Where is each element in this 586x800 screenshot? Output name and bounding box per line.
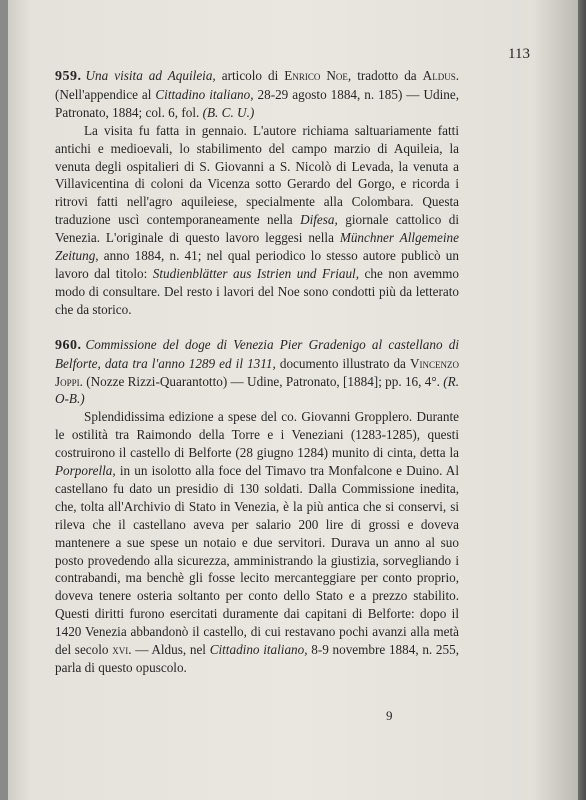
entry-number: 959. — [55, 69, 82, 84]
body-text — [55, 67, 459, 677]
entry-959-description: La visita fu fatta in gennaio. L'autore richiama saltuariamente fatti antichi e medioevali, lo stabilimento del campo marzio di Aquileia, la venuta degli ospitalieri di S. Giovanni a S. Nicolò di Levada, la venuta a Villavicentina di coloni da Vicenza sotto Gerardo del Gorgo, e ricorda i ritrovi fatti nell'agro aquileiese, specialmente alla Colombara. Questa traduzione uscì contemporaneamente nella Difesa, giornale cattolico di Venezia. L'originale di questo lavoro leggesi nella Münchner Allgemeine Zeitung, anno 1884, n. 41; nel qual periodico lo stesso autore publicò un lavoro dal titolo: Studienblätter aus Istrien und Friaul, che non avemmo modo di consultare. Del resto i lavori del Noe sono condotti più da letterato che da storico. — [55, 122, 460, 317]
translator-name: Aldus — [422, 68, 456, 83]
entry-960-description: Splendidissima edizione a spese del co. Giovanni Gropplero. Durante le ostilità tra Raimondo della Torre e i Veneziani (1283-1285), questi costruirono il castello di Belforte (28 giugno 1284) munito di cinta, detta la Porporella, in un isolotto alla foce del Timavo tra Monfalcone e Duino. Al castellano fu dato un presidio di 130 soldati. Dalla Commissione inedita, che, tolta all'Archivio di Stato in Venezia, è la più antica che si conservi, si rileva che il castellano aveva per salario 200 lire di grossi e doveva mantenere a sue spese un notaio e due servitori. Durava un anno al suo posto provedendo alla sicurezza, amministrando la giustizia, sorvegliando i contrabandi, ma benchè gli fosse lecito mercanteggiare per conto proprio, doveva tenere osteria soltanto per conto dello Stato e a prezzo stabilito. Questi diritti furono esercitati duramente dai capitani di Belforte: dopo il 1420 Venezia abbandonò il castello, di cui restavano pochi avanzi alla metà del secolo xvi. — Aldus, nel Cittadino italiano, 8-9 novembre 1884, n. 255, parla di questo opuscolo. — [55, 409, 459, 675]
library-code: (R. O-B.) — [55, 373, 459, 407]
book-gutter — [578, 0, 586, 800]
entry-959-header: 959. Una visita ad Aquileia, articolo di Enrico Noe, tradotto da Aldus. (Nell'appendice al Cittadino italiano, 28-29 agosto 1884, n. 185) — Udine, Patronato, 1884; col. 6, fol. (B. C. U.) — [55, 68, 459, 120]
library-code: (B. C. U.) — [202, 104, 255, 120]
page-number: 113 — [508, 46, 530, 62]
book-page — [8, 0, 578, 800]
author-name: Enrico Noe — [284, 68, 348, 83]
entry-title: Commissione del doge di Venezia Pier Gradenigo al castellano di Belforte, data tra l'anno 1289 ed il 1311, — [55, 336, 459, 371]
entry-960-header: 960. Commissione del doge di Venezia Pier Gradenigo al castellano di Belforte, data tra l'anno 1289 ed il 1311, documento illustrato da Vincenzo Joppi. (Nozze Rizzi-Quarantotto) — Udine, Patronato, [1884]; pp. 16, 4°. (R. O-B.) — [55, 336, 460, 407]
signature-mark: 9 — [386, 708, 393, 723]
entry-title: Una visita ad Aquileia, — [85, 68, 216, 83]
journal-name: Cittadino italiano, — [155, 86, 254, 102]
author-name: Vincenzo Joppi — [55, 355, 460, 389]
entry-number: 960. — [55, 337, 82, 353]
